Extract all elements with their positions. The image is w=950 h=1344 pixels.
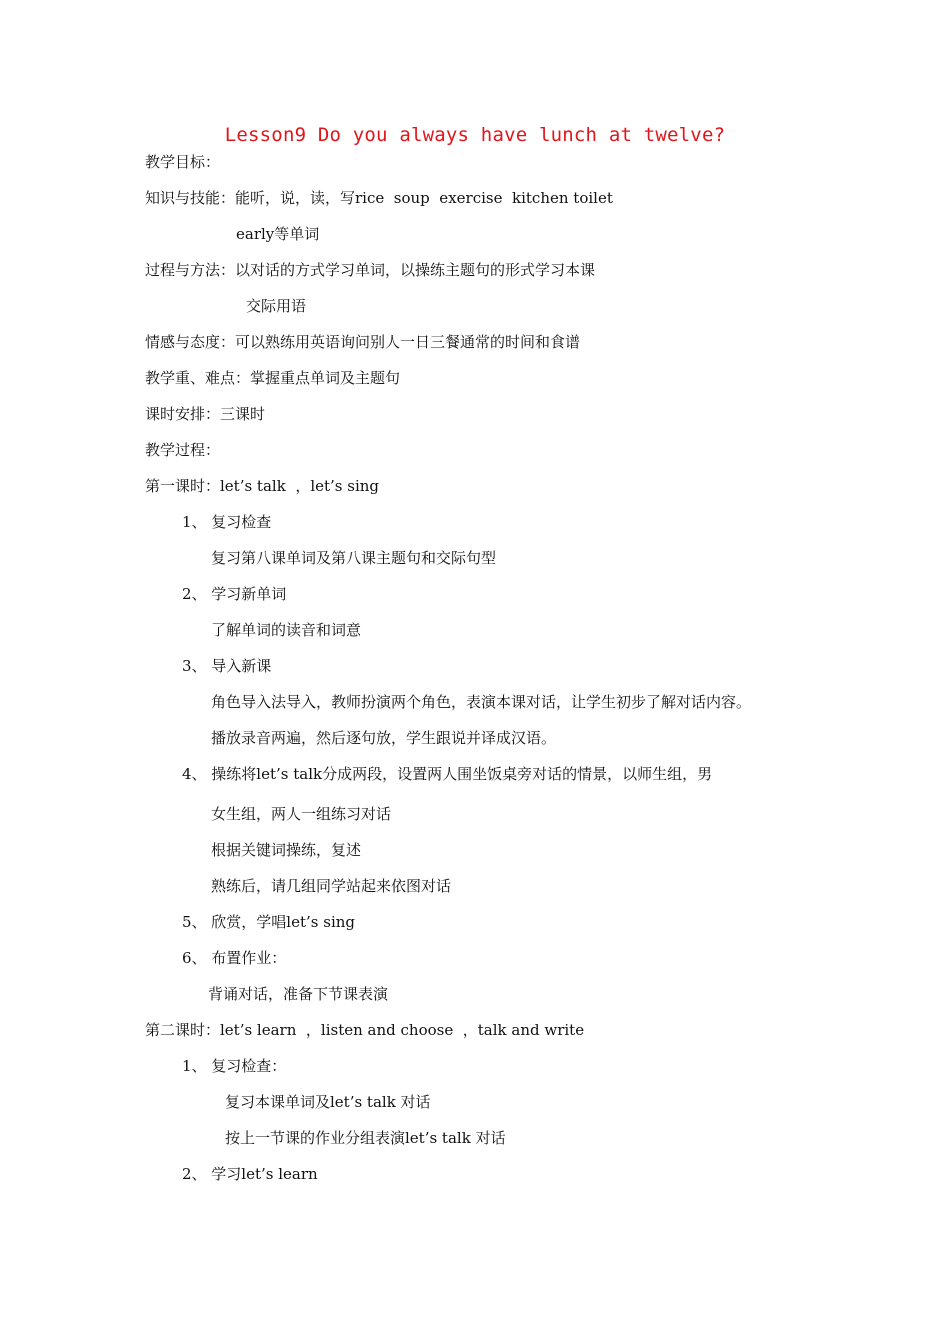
step-5-sing: 5、 欣赏，学唱let’s sing bbox=[182, 913, 356, 931]
second-step-2-learn: 2、 学习let’s learn bbox=[182, 1165, 318, 1183]
class-hours-line: 课时安排：三课时 bbox=[145, 405, 266, 423]
teaching-goals-heading: 教学目标： bbox=[145, 153, 221, 171]
emotion-attitude-line: 情感与态度：可以熟练用英语询问别人一日三餐通常的时间和食谱 bbox=[145, 333, 581, 351]
step-2-detail: 了解单词的读音和词意 bbox=[211, 621, 362, 639]
document-title: Lesson9 Do you always have lunch at twelve? bbox=[224, 124, 726, 146]
step-4-detail-2: 熟练后，请几组同学站起来依图对话 bbox=[211, 877, 452, 895]
step-3-lead-in: 3、 导入新课 bbox=[182, 657, 272, 675]
second-step-1-detail-1: 复习本课单词及let’s talk 对话 bbox=[225, 1093, 431, 1111]
step-1-review: 1、 复习检查 bbox=[182, 513, 272, 531]
step-4-cont: 女生组，两人一组练习对话 bbox=[211, 805, 392, 823]
second-lesson-heading: 第二课时：let’s learn ，listen and choose ，talk and write bbox=[145, 1021, 585, 1039]
second-step-1-detail-2: 按上一节课的作业分组表演let’s talk 对话 bbox=[225, 1129, 506, 1147]
knowledge-skills-line: 知识与技能：能听，说，读，写rice soup exercise kitchen toilet bbox=[145, 189, 613, 207]
step-6-homework: 6、 布置作业： bbox=[182, 949, 287, 967]
step-4-practice: 4、 操练将let’s talk分成两段，设置两人围坐饭桌旁对话的情景，以师生组，男 bbox=[182, 765, 713, 783]
step-3-detail-2: 播放录音两遍，然后逐句放，学生跟说并译成汉语。 bbox=[211, 729, 557, 747]
first-lesson-heading: 第一课时：let’s talk ，let’s sing bbox=[145, 477, 380, 495]
key-difficult-points-line: 教学重、难点：掌握重点单词及主题句 bbox=[145, 369, 401, 387]
knowledge-skills-cont: early等单词 bbox=[236, 225, 320, 243]
step-2-new-words: 2、 学习新单词 bbox=[182, 585, 287, 603]
teaching-process-heading: 教学过程： bbox=[145, 441, 221, 459]
process-method-cont: 交际用语 bbox=[246, 297, 307, 315]
process-method-line: 过程与方法：以对话的方式学习单词，以操练主题句的形式学习本课 bbox=[145, 261, 596, 279]
step-3-detail-1: 角色导入法导入，教师扮演两个角色，表演本课对话，让学生初步了解对话内容。 bbox=[211, 693, 752, 711]
step-6-detail: 背诵对话，准备下节课表演 bbox=[208, 985, 389, 1003]
second-step-1-review: 1、 复习检查： bbox=[182, 1057, 287, 1075]
step-4-detail-1: 根据关键词操练，复述 bbox=[211, 841, 362, 859]
step-1-detail: 复习第八课单词及第八课主题句和交际句型 bbox=[211, 549, 497, 567]
